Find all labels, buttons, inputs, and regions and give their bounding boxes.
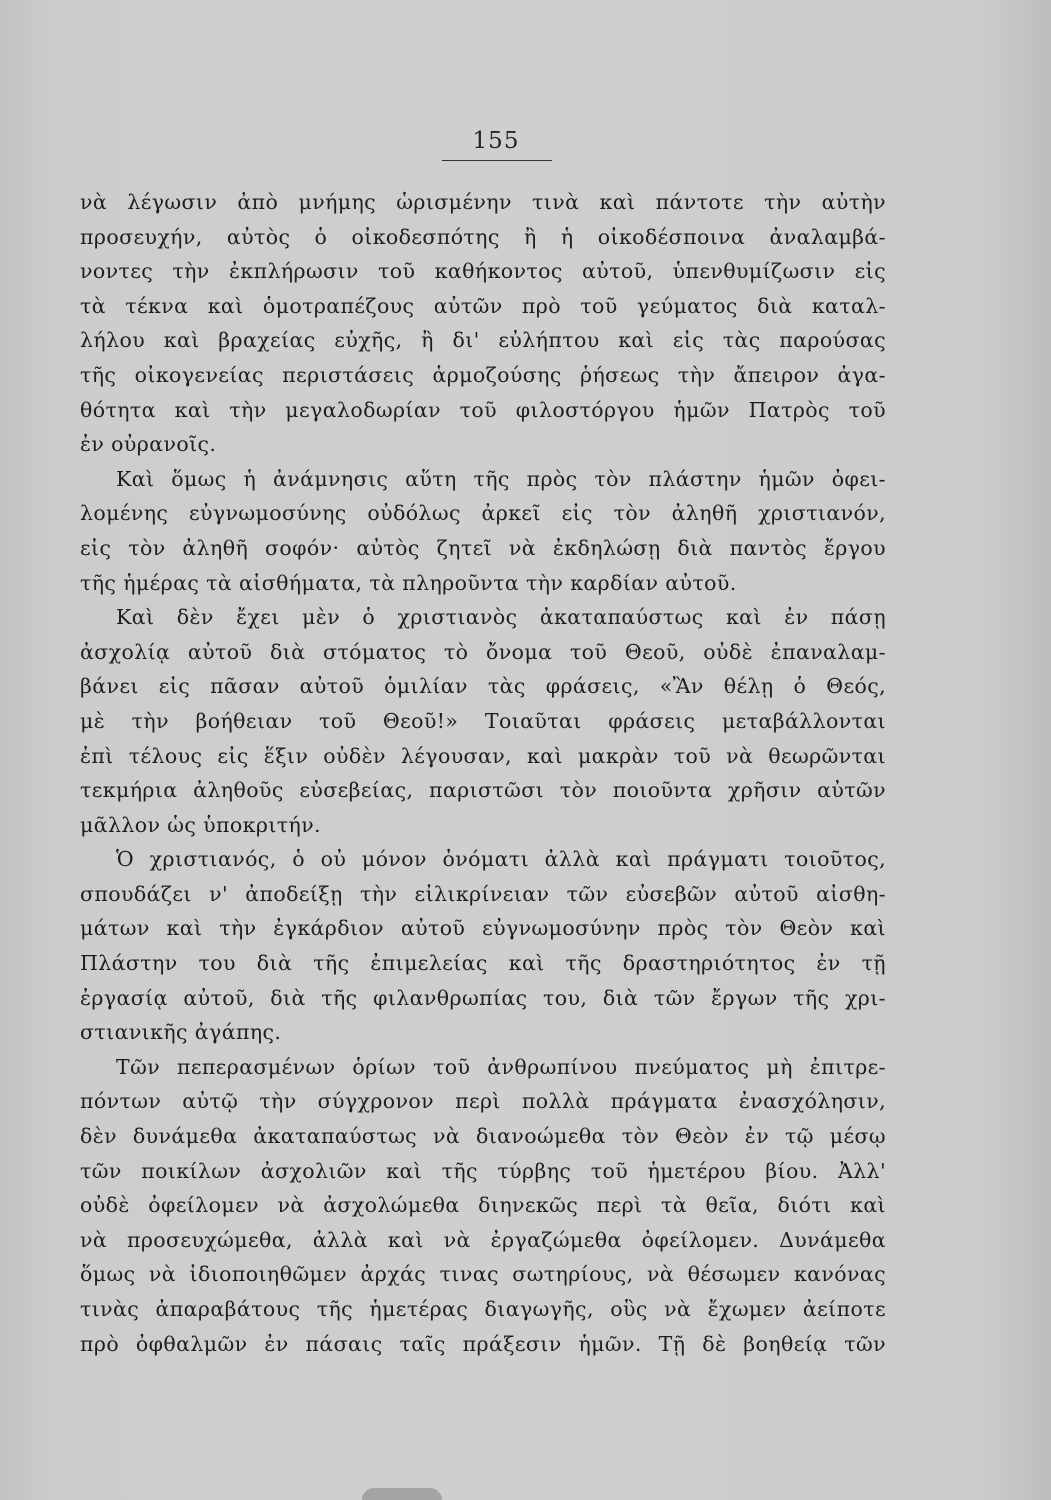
paragraph-1 <box>80 185 886 462</box>
text-line: προσευχήν, αὐτὸς ὁ οἰκοδεσπότης ἢ ἡ οἰκοδέσποινα ἀναλαμβά- <box>80 224 886 249</box>
text-line: Καὶ ὅμως ἡ ἀνάμνησις αὕτη τῆς πρὸς τὸν πλάστην ἡμῶν ὀφει- <box>116 466 886 491</box>
text-line: βάνει εἰς πᾶσαν αὐτοῦ ὁμιλίαν τὰς φράσεις, «Ἂν θέλῃ ὁ Θεός, <box>80 674 886 699</box>
text-line: ἐν οὐρανοῖς. <box>80 432 217 457</box>
text-line: ἐργασίᾳ αὐτοῦ, διὰ τῆς φιλανθρωπίας του, διὰ τῶν ἔργων τῆς χρι- <box>80 985 886 1010</box>
text-line: νοντες τὴν ἐκπλήρωσιν τοῦ καθήκοντος αὐτοῦ, ὑπενθυμίζωσιν εἰς <box>80 259 886 284</box>
body-text <box>80 185 886 1361</box>
text-line: οὐδὲ ὀφείλομεν νὰ ἀσχολώμεθα διηνεκῶς περὶ τὰ θεῖα, διότι καὶ <box>80 1193 886 1218</box>
text-line: θότητα καὶ τὴν μεγαλοδωρίαν τοῦ φιλοστόργου ἡμῶν Πατρὸς τοῦ <box>80 397 886 422</box>
text-line: ὅμως νὰ ἰδιοποιηθῶμεν ἀρχάς τινας σωτηρίους, νὰ θέσωμεν κανόνας <box>80 1262 886 1287</box>
text-line: λομένης εὐγνωμοσύνης οὐδόλως ἀρκεῖ εἰς τὸν ἀληθῆ χριστιανόν, <box>80 501 886 526</box>
page-number: 155 <box>472 128 520 154</box>
text-line: πρὸ ὀφθαλμῶν ἐν πάσαις ταῖς πράξεσιν ἡμῶν. Τῇ δὲ βοηθείᾳ τῶν <box>80 1331 886 1356</box>
text-line: εἰς τὸν ἀληθῆ σοφόν· αὐτὸς ζητεῖ νὰ ἐκδηλώσῃ διὰ παντὸς ἔργου <box>80 535 886 560</box>
text-line: πόντων αὐτῷ τὴν σύγχρονον περὶ πολλὰ πράγματα ἐνασχόλησιν, <box>80 1089 886 1114</box>
text-line: σπουδάζει ν' ἀποδείξῃ τὴν εἰλικρίνειαν τῶν εὐσεβῶν αὐτοῦ αἰσθη- <box>80 881 886 906</box>
text-line: Ὁ χριστιανός, ὁ οὐ μόνον ὀνόματι ἀλλὰ καὶ πράγματι τοιοῦτος, <box>116 847 886 872</box>
page-number-rule <box>442 160 552 161</box>
text-line: τὰ τέκνα καὶ ὁμοτραπέζους αὐτῶν πρὸ τοῦ γεύματος διὰ καταλ- <box>80 293 886 318</box>
text-line: στιανικῆς ἀγάπης. <box>80 1020 282 1045</box>
text-line: μάτων καὶ τὴν ἐγκάρδιον αὐτοῦ εὐγνωμοσύνην πρὸς τὸν Θεὸν καὶ <box>80 916 886 941</box>
text-line: μᾶλλον ὡς ὑποκριτήν. <box>80 812 321 837</box>
text-line: τινὰς ἀπαραβάτους τῆς ἡμετέρας διαγωγῆς, οὓς νὰ ἔχωμεν ἀείποτε <box>80 1297 886 1321</box>
text-line: τῆς οἰκογενείας περιστάσεις ἁρμοζούσης ῥήσεως τὴν ἄπειρον ἀγα- <box>80 362 886 387</box>
text-line: νὰ προσευχώμεθα, ἀλλὰ καὶ νὰ ἐργαζώμεθα ὀφείλομεν. Δυνάμεθα <box>80 1227 886 1252</box>
paragraph-4 <box>80 842 886 1050</box>
text-line: τῶν ποικίλων ἀσχολιῶν καὶ τῆς τύρβης τοῦ ἡμετέρου βίου. Ἀλλ' <box>80 1158 886 1183</box>
text-line: τῆς ἡμέρας τὰ αἰσθήματα, τὰ πληροῦντα τὴν καρδίαν αὐτοῦ. <box>80 570 737 595</box>
text-line: ἀσχολίᾳ αὐτοῦ διὰ στόματος τὸ ὄνομα τοῦ Θεοῦ, οὐδὲ ἐπαναλαμ- <box>80 639 886 664</box>
text-line: λήλου καὶ βραχείας εὐχῆς, ἢ δι' εὐλήπτου καὶ εἰς τὰς παρούσας <box>80 328 886 353</box>
text-line: Πλάστην του διὰ τῆς ἐπιμελείας καὶ τῆς δραστηριότητος ἐν τῇ <box>80 951 886 976</box>
text-line: μὲ τὴν βοήθειαν τοῦ Θεοῦ!» Τοιαῦται φράσεις μεταβάλλονται <box>80 708 886 733</box>
paragraph-2 <box>80 462 886 600</box>
text-line: Καὶ δὲν ἔχει μὲν ὁ χριστιανὸς ἀκαταπαύστως καὶ ἐν πάσῃ <box>116 605 886 630</box>
paragraph-3 <box>80 600 886 842</box>
text-line: τεκμήρια ἀληθοῦς εὐσεβείας, παριστῶσι τὸν ποιοῦντα χρῆσιν αὐτῶν <box>80 778 886 803</box>
print-smudge <box>362 1488 442 1500</box>
paragraph-5 <box>80 1050 886 1361</box>
text-line: νὰ λέγωσιν ἀπὸ μνήμης ὡρισμένην τινὰ καὶ πάντοτε τὴν αὐτὴν <box>80 190 886 214</box>
text-line: δὲν δυνάμεθα ἀκαταπαύστως νὰ διανοώμεθα τὸν Θεὸν ἐν τῷ μέσῳ <box>80 1124 886 1149</box>
text-line: ἐπὶ τέλους εἰς ἕξιν οὐδὲν λέγουσαν, καὶ μακρὰν τοῦ νὰ θεωρῶνται <box>80 743 886 768</box>
text-line: Τῶν πεπερασμένων ὁρίων τοῦ ἀνθρωπίνου πνεύματος μὴ ἐπιτρε- <box>116 1054 886 1079</box>
